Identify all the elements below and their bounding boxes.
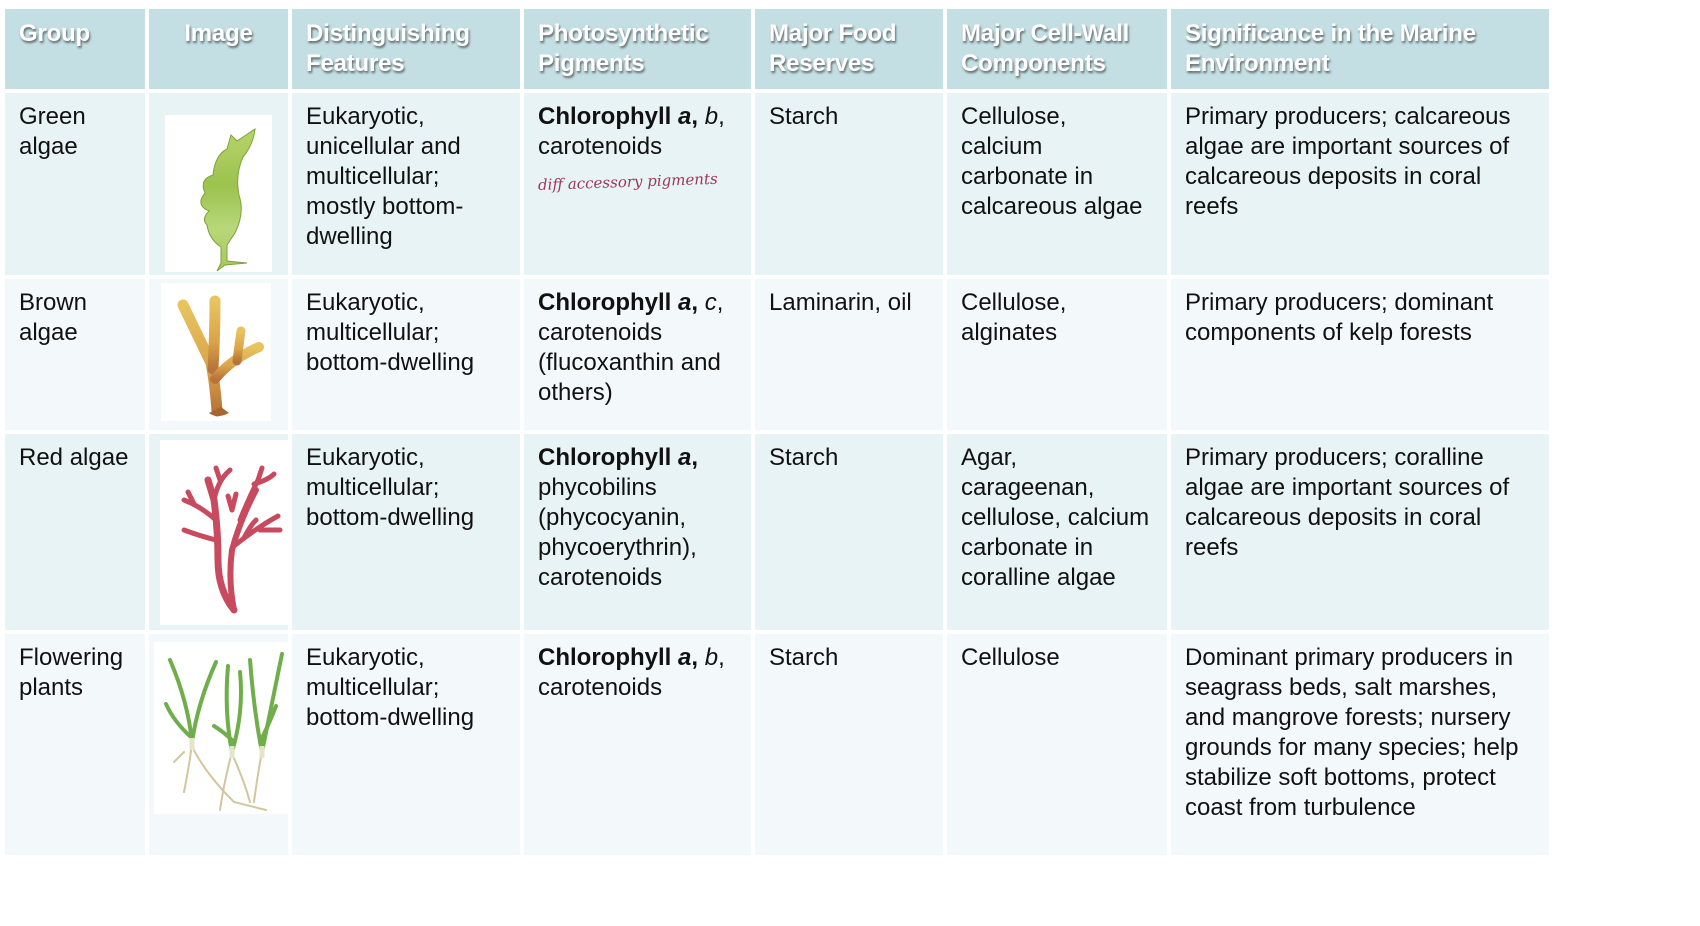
cell-pigments bbox=[524, 434, 751, 630]
cell-cell-wall: Cellulose, calcium carbonate in calcareous algae bbox=[947, 93, 1167, 275]
cell-image bbox=[149, 434, 288, 630]
pigment-tail: , bbox=[691, 444, 699, 471]
pigment-chlorophyll: Chlorophyll bbox=[538, 289, 672, 316]
pigment-letter: a bbox=[678, 289, 692, 316]
table-row-brown-algae bbox=[5, 279, 1549, 430]
cell-food-reserves: Starch bbox=[755, 634, 943, 855]
pigment-rest: carotenoids bbox=[538, 133, 663, 160]
pigment-sep: , bbox=[691, 289, 705, 316]
seagrass-icon bbox=[154, 642, 288, 814]
algae-comparison-table bbox=[1, 5, 1553, 859]
cell-features: Eukaryotic, multicellular; bottom-dwelling bbox=[292, 634, 520, 855]
cell-image bbox=[149, 279, 288, 430]
pigment-letter: a bbox=[678, 444, 692, 471]
cell-features: Eukaryotic, multicellular; bottom-dwelling bbox=[292, 279, 520, 430]
header-image: Image bbox=[149, 9, 288, 89]
pigment-rest: carotenoids bbox=[538, 674, 663, 701]
cell-group: Brown algae bbox=[5, 279, 145, 430]
seagrass-image bbox=[154, 642, 288, 814]
cell-group: Green algae bbox=[5, 93, 145, 275]
cell-cell-wall: Cellulose, alginates bbox=[947, 279, 1167, 430]
pigment-chlorophyll: Chlorophyll bbox=[538, 644, 672, 671]
green-algae-icon bbox=[165, 115, 272, 272]
cell-food-reserves: Starch bbox=[755, 434, 943, 630]
pigment-letter-2: b bbox=[704, 644, 719, 671]
header-pigments: Photosynthetic Pigments bbox=[524, 9, 751, 89]
pigment-sep: , bbox=[691, 103, 705, 130]
cell-group: Flowering plants bbox=[5, 634, 145, 855]
pigment-letter-2: c bbox=[704, 289, 717, 316]
pigment-rest: carotenoids (flucoxanthin and others) bbox=[538, 319, 721, 406]
cell-group: Red algae bbox=[5, 434, 145, 630]
red-algae-icon bbox=[160, 440, 292, 625]
cell-food-reserves: Starch bbox=[755, 93, 943, 275]
pigment-chlorophyll: Chlorophyll bbox=[538, 444, 672, 471]
header-row bbox=[5, 9, 1549, 89]
cell-cell-wall: Agar, carageenan, cellulose, calcium carbonate in coralline algae bbox=[947, 434, 1167, 630]
header-features: Distinguishing Features bbox=[292, 9, 520, 89]
header-group: Group bbox=[5, 9, 145, 89]
pigment-tail: , bbox=[718, 644, 725, 671]
header-significance: Significance in the Marine Environment bbox=[1171, 9, 1549, 89]
cell-pigments bbox=[524, 93, 751, 275]
pigment-chlorophyll: Chlorophyll bbox=[538, 103, 672, 130]
cell-significance: Primary producers; dominant components of kelp forests bbox=[1171, 279, 1549, 430]
green-algae-image bbox=[165, 115, 272, 272]
table-row-red-algae bbox=[5, 434, 1549, 630]
pigment-letter: a bbox=[678, 103, 692, 130]
pigment-sep: , bbox=[691, 644, 705, 671]
pigment-tail: , bbox=[716, 289, 724, 316]
brown-algae-icon bbox=[161, 283, 271, 421]
cell-image bbox=[149, 93, 288, 275]
pigment-letter-2: b bbox=[704, 103, 719, 130]
pigment-rest: phycobilins (phycocyanin, phycoerythrin), carotenoids bbox=[538, 474, 697, 591]
pigment-tail: , bbox=[718, 103, 725, 130]
cell-cell-wall: Cellulose bbox=[947, 634, 1167, 855]
cell-pigments bbox=[524, 279, 751, 430]
header-cell-wall: Major Cell-Wall Components bbox=[947, 9, 1167, 89]
table-row-green-algae bbox=[5, 93, 1549, 275]
cell-significance: Primary producers; coralline algae are important sources of calcareous deposits in coral reefs bbox=[1171, 434, 1549, 630]
red-algae-image bbox=[160, 440, 292, 625]
cell-food-reserves: Laminarin, oil bbox=[755, 279, 943, 430]
cell-features: Eukaryotic, unicellular and multicellular; mostly bottom-dwelling bbox=[292, 93, 520, 275]
brown-algae-image bbox=[161, 283, 271, 421]
handwritten-note: diff accessory pigments bbox=[537, 169, 718, 194]
cell-significance: Primary producers; calcareous algae are important sources of calcareous deposits in coral reefs bbox=[1171, 93, 1549, 275]
cell-features: Eukaryotic, multicellular; bottom-dwelling bbox=[292, 434, 520, 630]
cell-pigments bbox=[524, 634, 751, 855]
header-food-reserves: Major Food Reserves bbox=[755, 9, 943, 89]
cell-significance: Dominant primary producers in seagrass beds, salt marshes, and mangrove forests; nursery grounds for many species; help stabilize soft bottoms, protect coast from turbulence bbox=[1171, 634, 1549, 855]
cell-image bbox=[149, 634, 288, 855]
pigment-letter: a bbox=[678, 644, 692, 671]
table-row-flowering-plants bbox=[5, 634, 1549, 855]
